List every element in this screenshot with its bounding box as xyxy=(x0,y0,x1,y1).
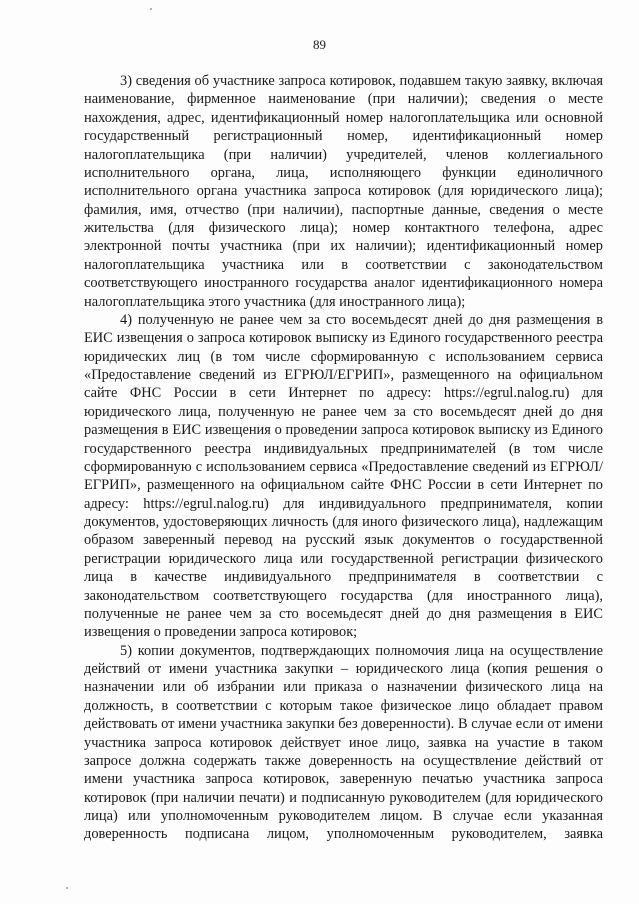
paragraph-item-4: 4) полученную не ранее чем за сто восемьдесят дней до дня размещения в ЕИС извещения о запроса котировок выписку из Единого государственного реестра юридических лиц (в том числе сформированную с использованием сервиса «Предоставление сведений из ЕГРЮЛ/ЕГРИП», размещенного на официальном сайте ФНС России в сети Интернет по адресу: https://egrul.nalog.ru) для юридического лица, полученную не ранее чем за сто восемьдесят дней до дня размещения в ЕИС извещения о проведении запроса котировок выписку из Единого государственного реестра индивидуальных предпринимателей (в том числе сформированную с использованием сервиса «Предоставление сведений из ЕГРЮЛ/ЕГРИП», размещенного на официальном сайте ФНС России в сети Интернет по адресу: https://egrul.nalog.ru) для индивидуального предпринимателя, копии документов, удостоверяющих личность (для иного физического лица), надлежащим образом заверенный перевод на русский язык документов о государственной регистрации юридического лица или государственной регистрации физического лица в качестве индивидуального предпринимателя в соответствии с законодательством соответствующего государства (для иностранного лица), полученные не ранее чем за сто восемьдесят дней до дня размещения в ЕИС извещения о проведении запроса котировок; xyxy=(84,311,603,641)
scan-speck xyxy=(66,887,68,889)
paragraph-item-5: 5) копии документов, подтверждающих полномочия лица на осуществление действий от имени участника закупки – юридического лица (копия решения о назначении или об избрании или приказа о назначении физического лица на должность, в соответствии с которым такое физическое лицо обладает правом действовать от имени участника закупки без доверенности). В случае если от имени участника запроса котировок действует иное лицо, заявка на участие в таком запросе должна содержать также доверенность на осуществление действий от имени участника запроса котировок, заверенную печатью участника запроса котировок (при наличии печати) и подписанную руководителем (для юридического лица) или уполномоченным руководителем лицом. В случае если указанная доверенность подписана лицом, уполномоченным руководителем, заявка xyxy=(84,642,603,843)
scan-speck xyxy=(150,8,152,10)
paragraph-item-3: 3) сведения об участнике запроса котировок, подавшем такую заявку, включая наименование, фирменное наименование (при наличии); сведения о месте нахождения, адрес, идентификационный номер налогоплательщика или основной государственный регистрационный номер, идентификационный номер налогоплательщика (при наличии) учредителей, членов коллегиального исполнительного органа, лица, исполняющего функции единоличного исполнительного органа участника запроса котировок (для юридического лица); фамилия, имя, отчество (при наличии), паспортные данные, сведения о месте жительства (для физического лица); номер контактного телефона, адрес электронной почты участника (при их наличии); идентификационный номер налогоплательщика участника или в соответствии с законодательством соответствующего иностранного государства аналог идентификационного номера налогоплательщика этого участника (для иностранного лица); xyxy=(84,73,603,310)
document-body xyxy=(84,72,603,844)
page-number: 89 xyxy=(313,37,326,52)
